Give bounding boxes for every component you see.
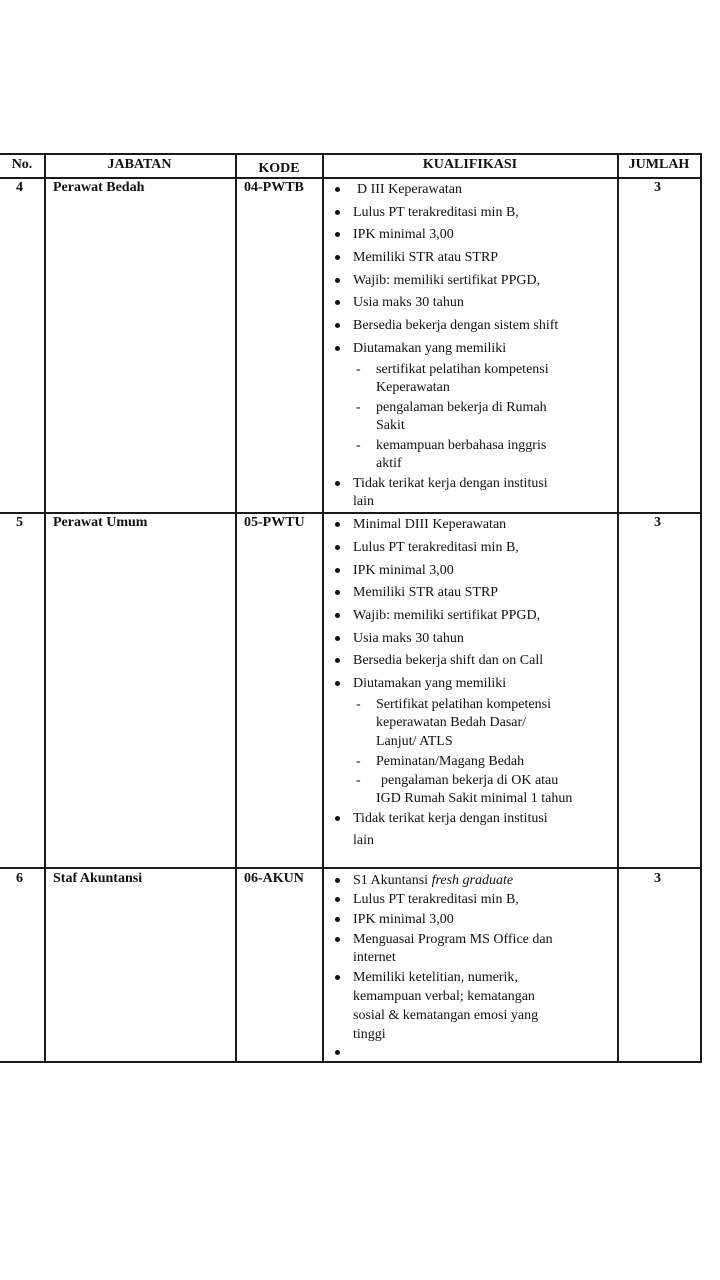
row-5-qual-2: Lulus PT terakreditasi min B, <box>353 540 519 555</box>
row-6-jabatan: Staf Akuntansi <box>53 871 143 886</box>
row-5-qual-9: Tidak terikat kerja dengan institusi <box>353 811 548 826</box>
row-6-qual-5c: sosial & kematangan emosi yang <box>353 1008 539 1023</box>
row-6-qual-1-italic: fresh graduate <box>431 873 514 888</box>
header-kualifikasi: KUALIFIKASI <box>422 157 518 172</box>
row-5-qual-6: Usia maks 30 tahun <box>353 631 464 646</box>
header-jabatan: JABATAN <box>107 157 172 172</box>
row-6-qual-3: IPK minimal 3,00 <box>353 912 454 927</box>
row-4-qual-9b: lain <box>353 494 374 509</box>
row-6-qual-1-text: S1 Akuntansi <box>353 873 429 888</box>
row-5-qual-1: Minimal DIII Keperawatan <box>353 517 507 532</box>
table-bottom-border <box>0 1061 702 1063</box>
bullet <box>335 232 340 237</box>
row-5-jumlah: 3 <box>654 515 661 530</box>
row-5-sub-1b: keperawatan Bedah Dasar/ <box>376 715 527 730</box>
bullet <box>335 917 340 922</box>
bullet <box>335 300 340 305</box>
row-5-sub-3: pengalaman bekerja di OK atau <box>381 773 559 788</box>
row-6-qual-2: Lulus PT terakreditasi min B, <box>353 892 519 907</box>
row-5-no: 5 <box>16 515 23 530</box>
header-kode: KODE <box>258 161 300 176</box>
row-4-qual-5: Wajib: memiliki sertifikat PPGD, <box>353 273 541 288</box>
row-5-qual-5: Wajib: memiliki sertifikat PPGD, <box>353 608 541 623</box>
row-6-qual-5b: kemampuan verbal; kematangan <box>353 989 535 1004</box>
row-4-sub-1b: Keperawatan <box>376 380 450 395</box>
row-6-jumlah: 3 <box>654 871 661 886</box>
row-4-qual-3: IPK minimal 3,00 <box>353 227 454 242</box>
row-6-qual-4b: internet <box>353 950 396 965</box>
column-divider-1 <box>44 153 46 1062</box>
dash: - <box>356 400 361 415</box>
row-6-qual-4: Menguasai Program MS Office dan <box>353 932 553 947</box>
row-5-sub-1: Sertifikat pelatihan kompetensi <box>376 697 551 712</box>
bullet <box>335 545 340 550</box>
column-divider-4 <box>617 153 619 1062</box>
dash: - <box>356 697 361 712</box>
row-6-kode: 06-AKUN <box>244 871 304 886</box>
bullet <box>335 1050 340 1055</box>
row-4-jumlah: 3 <box>654 180 661 195</box>
row-5-jabatan: Perawat Umum <box>53 515 148 530</box>
row-5-qual-9b: lain <box>353 833 374 848</box>
row-4-qual-1: D III Keperawatan <box>357 182 462 197</box>
bullet <box>335 878 340 883</box>
bullet <box>335 323 340 328</box>
row-4-sub-3: kemampuan berbahasa inggris <box>376 438 547 453</box>
bullet <box>335 816 340 821</box>
column-divider-2 <box>235 153 237 1062</box>
row-5-qual-8: Diutamakan yang memiliki <box>353 676 507 691</box>
row-6-no: 6 <box>16 871 23 886</box>
column-divider-3 <box>322 153 324 1062</box>
row-4-sub-2: pengalaman bekerja di Rumah <box>376 400 547 415</box>
row-5-qual-4: Memiliki STR atau STRP <box>353 585 499 600</box>
bullet <box>335 568 340 573</box>
dash: - <box>356 754 361 769</box>
row-6-qual-5d: tinggi <box>353 1027 386 1042</box>
header-no: No. <box>11 157 33 172</box>
bullet <box>335 590 340 595</box>
row-4-jabatan: Perawat Bedah <box>53 180 145 195</box>
bullet <box>335 975 340 980</box>
row-5-qual-7: Bersedia bekerja shift dan on Call <box>353 653 544 668</box>
row-4-qual-9: Tidak terikat kerja dengan institusi <box>353 476 548 491</box>
row-5-sub-2: Peminatan/Magang Bedah <box>376 754 525 769</box>
bullet <box>335 897 340 902</box>
bullet <box>335 255 340 260</box>
table-right-border <box>700 153 702 1062</box>
row-4-qual-2: Lulus PT terakreditasi min B, <box>353 205 519 220</box>
row-5-bottom-border <box>0 867 702 869</box>
table-top-border <box>0 153 702 155</box>
bullet <box>335 210 340 215</box>
bullet <box>335 187 340 192</box>
row-4-qual-7: Bersedia bekerja dengan sistem shift <box>353 318 559 333</box>
row-5-qual-3: IPK minimal 3,00 <box>353 563 454 578</box>
row-4-sub-2b: Sakit <box>376 418 405 433</box>
row-4-kode: 04-PWTB <box>244 180 304 195</box>
bullet <box>335 522 340 527</box>
row-6-qual-1 <box>353 872 513 890</box>
dash: - <box>356 362 361 377</box>
bullet <box>335 613 340 618</box>
row-4-sub-3b: aktif <box>376 456 402 471</box>
row-4-sub-1: sertifikat pelatihan kompetensi <box>376 362 549 377</box>
row-4-qual-8: Diutamakan yang memiliki <box>353 341 507 356</box>
bullet <box>335 681 340 686</box>
row-4-qual-6: Usia maks 30 tahun <box>353 295 464 310</box>
bullet <box>335 636 340 641</box>
bullet <box>335 658 340 663</box>
bullet <box>335 937 340 942</box>
bullet <box>335 481 340 486</box>
dash: - <box>356 773 361 788</box>
dash: - <box>356 438 361 453</box>
row-5-sub-3b: IGD Rumah Sakit minimal 1 tahun <box>376 791 573 806</box>
row-4-no: 4 <box>16 180 23 195</box>
header-jumlah: JUMLAH <box>628 157 690 172</box>
bullet <box>335 346 340 351</box>
bullet <box>335 278 340 283</box>
row-5-sub-1c: Lanjut/ ATLS <box>376 734 453 749</box>
row-4-qual-4: Memiliki STR atau STRP <box>353 250 499 265</box>
row-5-kode: 05-PWTU <box>244 515 305 530</box>
row-6-qual-5: Memiliki ketelitian, numerik, <box>353 970 518 985</box>
